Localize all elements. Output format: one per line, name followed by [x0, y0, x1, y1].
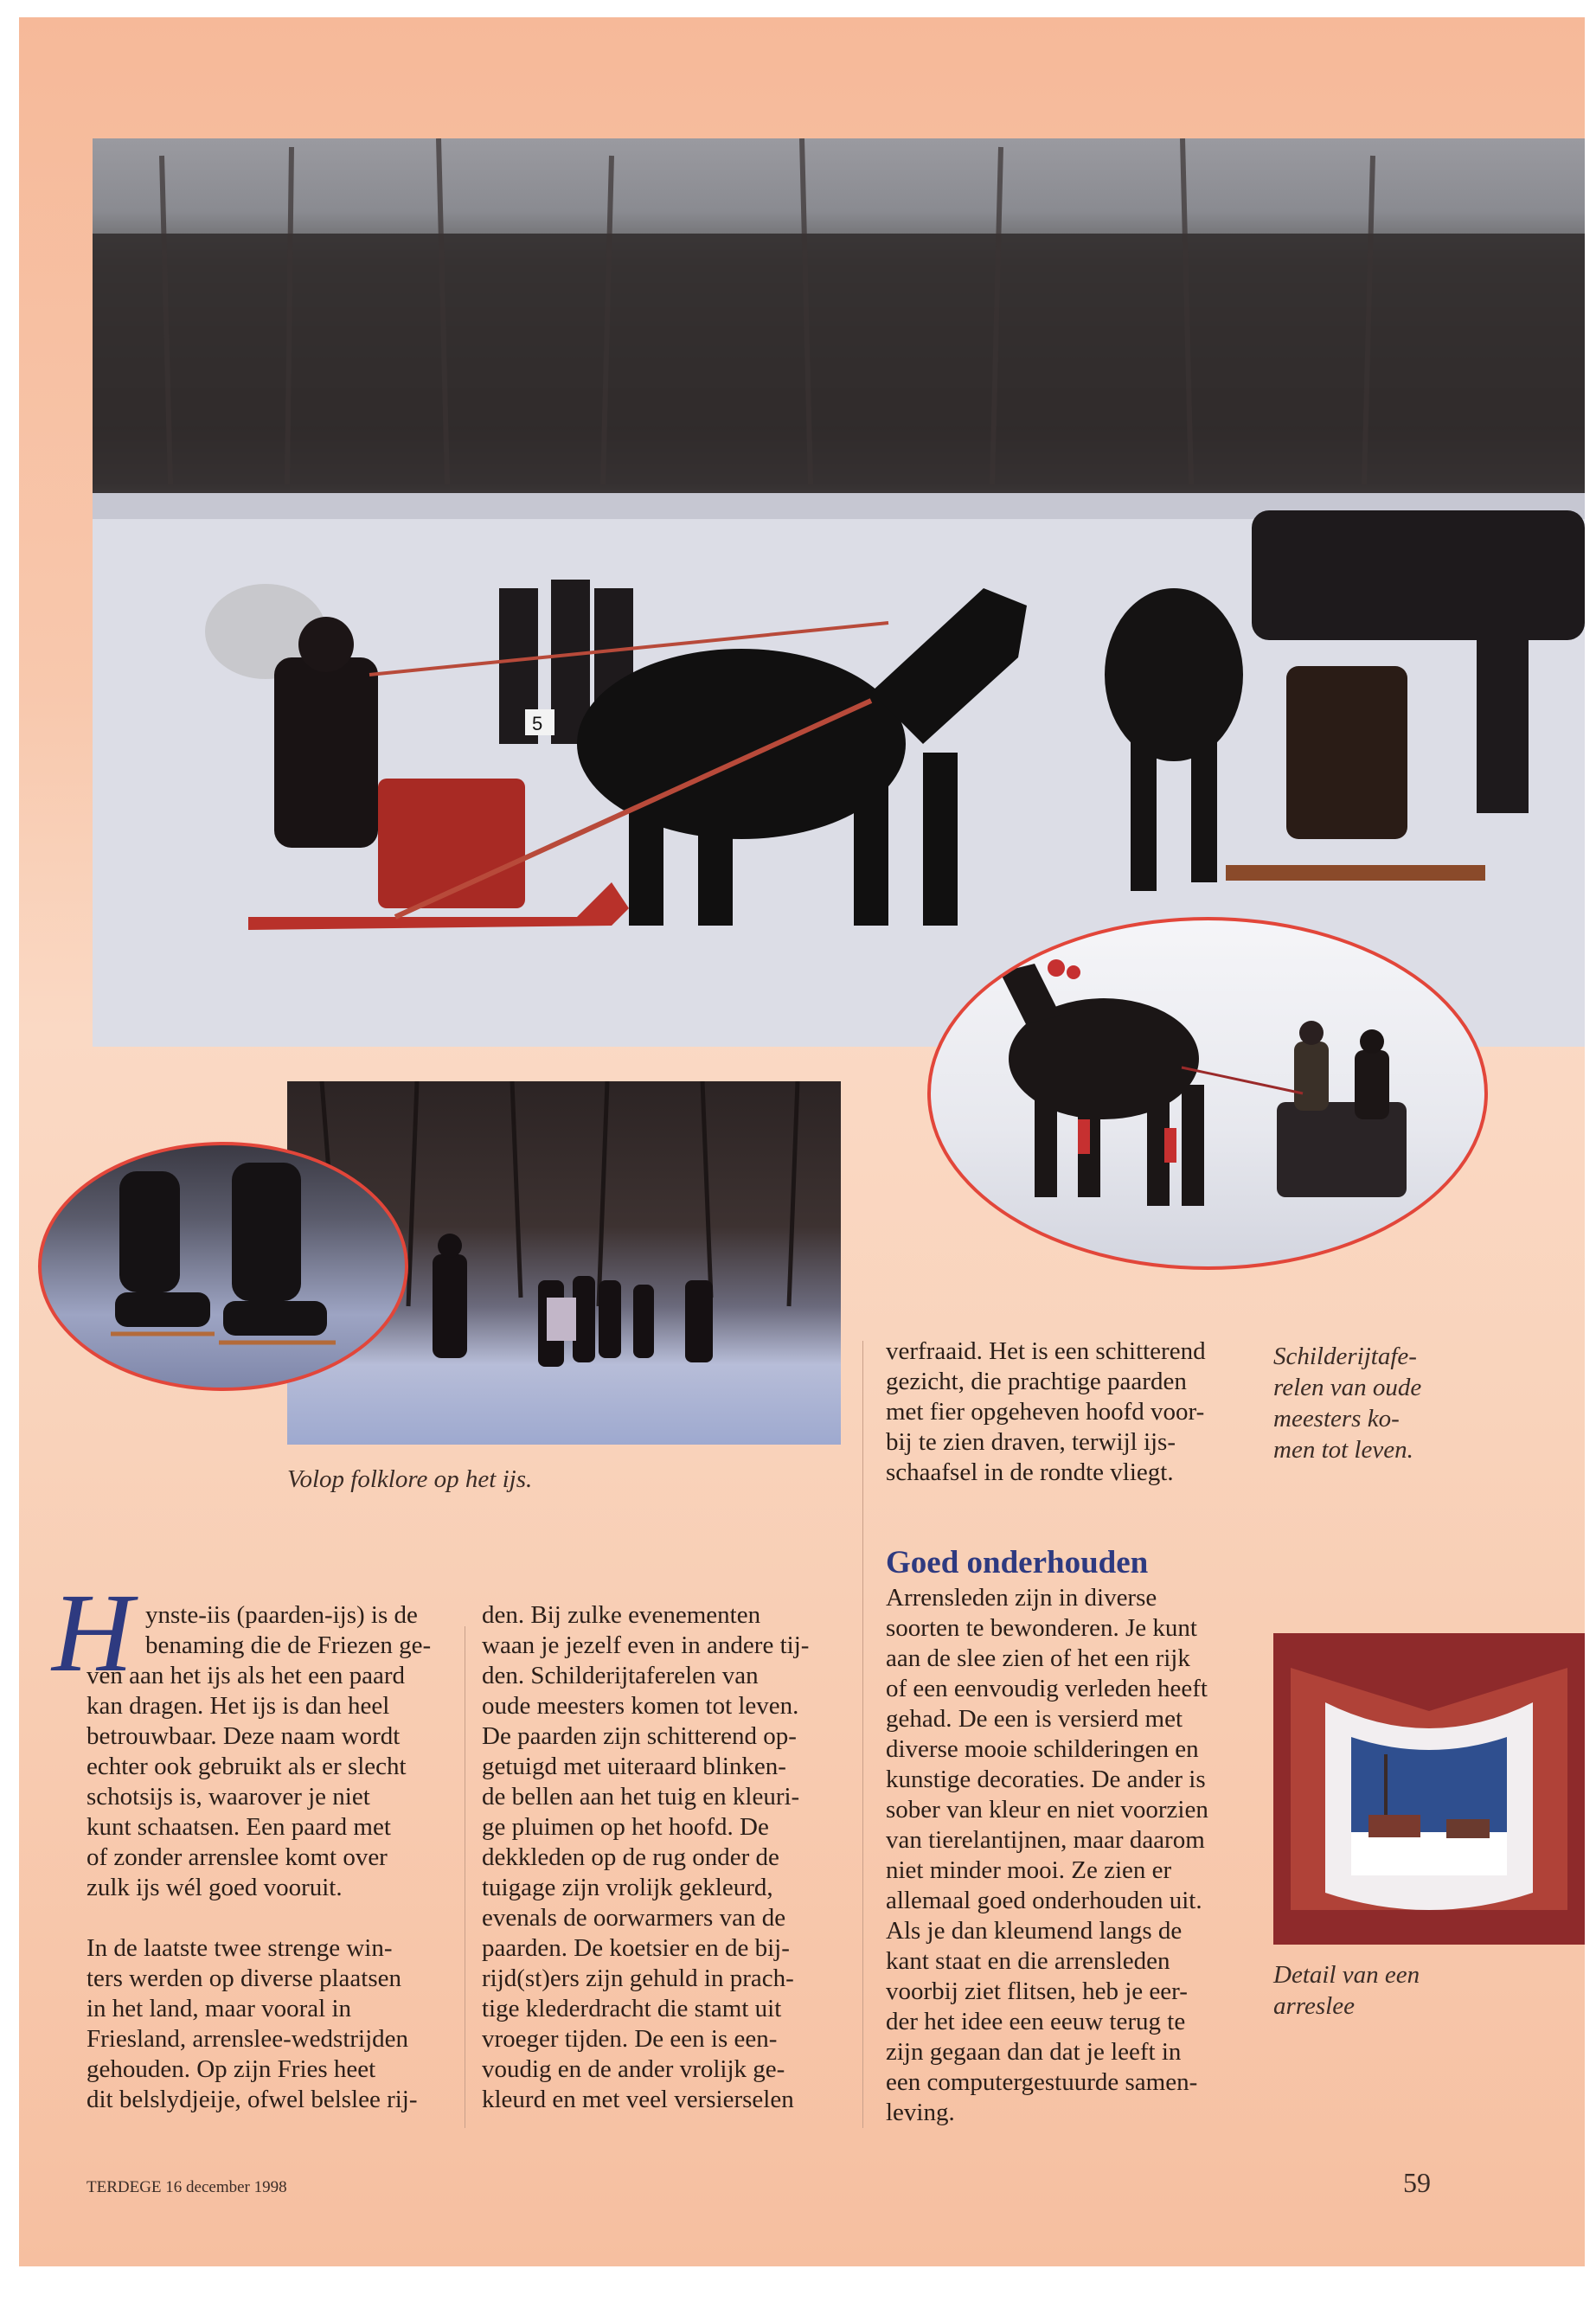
caption-sidebar-line: men tot leven. [1273, 1436, 1413, 1464]
article-line: ters werden op diverse plaatsen [87, 1965, 401, 1992]
page-number: 59 [1403, 2167, 1431, 2198]
detail-photo-sled-painting [1273, 1633, 1585, 1945]
article-column-3-bottom [886, 1583, 1266, 2128]
sled-number: 5 [532, 713, 543, 734]
article-line: kunt schaatsen. Een paard met [87, 1813, 391, 1841]
article-line: dekkleden op de rug onder de [482, 1843, 779, 1871]
article-line: schotsijs is, waarover je niet [87, 1783, 370, 1811]
article-line: schaafsel in de rondte vliegt. [886, 1458, 1174, 1486]
article-line: niet minder mooi. Ze zien er [886, 1856, 1172, 1884]
article-line: bij te zien draven, terwijl ijs- [886, 1428, 1176, 1456]
caption-detail [1273, 1959, 1420, 2022]
article-line: de bellen aan het tuig en kleuri- [482, 1783, 800, 1811]
article-line: allemaal goed onderhouden uit. [886, 1887, 1202, 1914]
article-line: een computergestuurde samen- [886, 2068, 1198, 2096]
article-line: betrouwbaar. Deze naam wordt [87, 1722, 401, 1750]
article-line: In de laatste twee strenge win- [87, 1934, 393, 1962]
footer-publication: TERDEGE 16 december 1998 [87, 2178, 287, 2196]
oval-photo-sled [927, 917, 1488, 1270]
article-line: benaming die de Friezen ge- [145, 1631, 432, 1659]
article-line: Arrensleden zijn in diverse [886, 1584, 1157, 1612]
article-line: van tierelantijnen, maar daarom [886, 1826, 1205, 1854]
article-line: kan dragen. Het ijs is dan heel [87, 1692, 390, 1720]
article-line: ynste-iis (paarden-ijs) is de [145, 1601, 418, 1629]
article-line: kant staat en die arrensleden [886, 1947, 1170, 1975]
magazine-page [19, 17, 1585, 2266]
article-line: rijd(st)ers zijn gehuld in prach- [482, 1965, 794, 1992]
article-line: den. Schilderijtaferelen van [482, 1662, 759, 1689]
article-line: evenals de oorwarmers van de [482, 1904, 786, 1932]
article-line: kleurd en met veel versierselen [482, 2086, 794, 2113]
article-line: gehouden. Op zijn Fries heet [87, 2055, 376, 2083]
article-line: in het land, maar vooral in [87, 1995, 352, 2022]
article-column-2 [482, 1600, 862, 2115]
caption-detail-line: arreslee [1273, 1992, 1355, 2020]
article-line: vroeger tijden. De een is een- [482, 2025, 778, 2053]
article-line: voorbij ziet flitsen, heb je eer- [886, 1977, 1188, 2005]
article-line: der het idee een eeuw terug te [886, 2008, 1186, 2035]
article-column-1 [87, 1600, 467, 2115]
article-line: den. Bij zulke evenementen [482, 1601, 761, 1629]
article-line: zulk ijs wél goed vooruit. [87, 1874, 343, 1901]
caption-sidebar-line: meesters ko- [1273, 1405, 1400, 1433]
article-line: ven aan het ijs als het een paard [87, 1662, 405, 1689]
article-line [87, 1903, 467, 1933]
article-line: of een eenvoudig verleden heeft [886, 1675, 1208, 1702]
article-line: soorten te bewonderen. Je kunt [886, 1614, 1197, 1642]
article-line: verfraaid. Het is een schitterend [886, 1337, 1206, 1365]
caption-detail-line: Detail van een [1273, 1961, 1420, 1989]
article-line: sober van kleur en niet voorzien [886, 1796, 1208, 1823]
section-heading: Goed onderhouden [886, 1545, 1149, 1580]
article-line: oude meesters komen tot leven. [482, 1692, 799, 1720]
article-line: Als je dan kleumend langs de [886, 1917, 1183, 1945]
article-line: gezicht, die prachtige paarden [886, 1368, 1187, 1395]
article-line: leving. [886, 2099, 955, 2126]
article-line: tige klederdracht die stamt uit [482, 1995, 782, 2022]
drop-cap: H [52, 1571, 133, 1695]
article-line: kunstige decoraties. De ander is [886, 1766, 1206, 1793]
article-line: dit belslydjeije, ofwel belslee rij- [87, 2086, 418, 2113]
column-divider [862, 1341, 863, 2128]
article-line: aan de slee zien of het een rijk [886, 1644, 1190, 1672]
article-line: gehad. De een is versierd met [886, 1705, 1183, 1733]
article-line: getuigd met uiteraard blinken- [482, 1753, 786, 1780]
article-line: of zonder arrenslee komt over [87, 1843, 388, 1871]
article-line: Friesland, arrenslee-wedstrijden [87, 2025, 409, 2053]
oval-photo-skates [38, 1142, 408, 1391]
caption-sidebar [1273, 1341, 1421, 1465]
article-line: waan je jezelf even in andere tij- [482, 1631, 810, 1659]
article-line: echter ook gebruikt als er slecht [87, 1753, 407, 1780]
article-line: tuigage zijn vrolijk gekleurd, [482, 1874, 773, 1901]
main-photo-horse-sleds [93, 138, 1585, 1047]
article-line: met fier opgeheven hoofd voor- [886, 1398, 1205, 1426]
article-line: ge pluimen op het hoofd. De [482, 1813, 769, 1841]
article-line: voudig en de ander vrolijk ge- [482, 2055, 785, 2083]
caption-sidebar-line: relen van oude [1273, 1374, 1422, 1401]
caption-inset: Volop folklore op het ijs. [287, 1465, 533, 1493]
article-column-3-top [886, 1336, 1266, 1488]
article-line: paarden. De koetsier en de bij- [482, 1934, 790, 1962]
article-line: zijn gegaan dan dat je leeft in [886, 2038, 1182, 2066]
article-line: diverse mooie schilderingen en [886, 1735, 1199, 1763]
article-line: De paarden zijn schitterend op- [482, 1722, 797, 1750]
caption-sidebar-line: Schilderijtafe- [1273, 1343, 1417, 1370]
